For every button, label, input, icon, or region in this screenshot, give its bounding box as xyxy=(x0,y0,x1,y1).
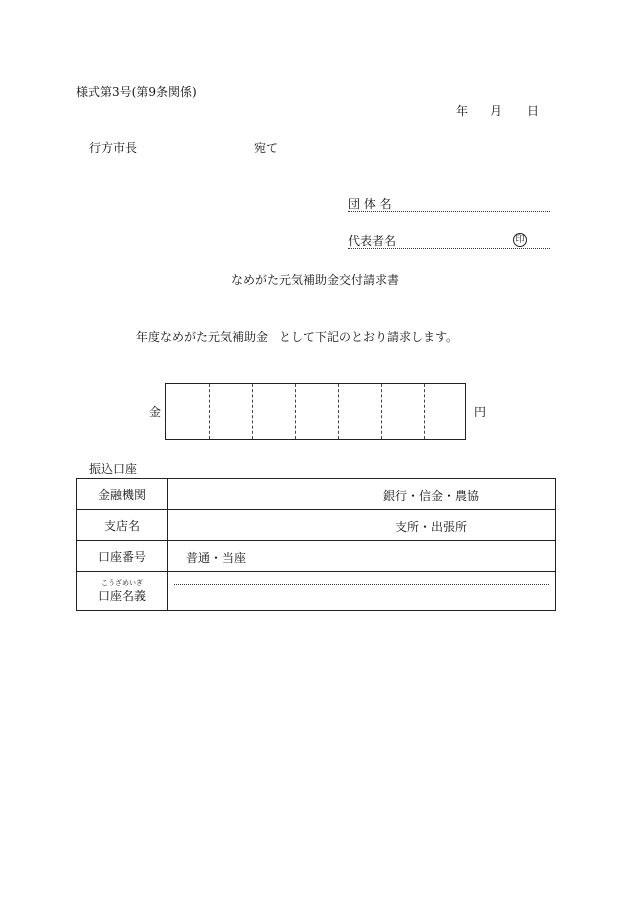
branch-label: 支店名 xyxy=(103,518,140,533)
representative-field[interactable] xyxy=(348,248,550,249)
bank-label-cell xyxy=(77,479,168,510)
bank-value-cell[interactable] xyxy=(168,479,556,510)
table-row xyxy=(77,510,556,541)
account-holder-label-cell xyxy=(77,572,168,611)
branch-label-cell xyxy=(77,510,168,541)
representative-label: 代表者名 xyxy=(348,234,397,248)
amount-cell-divider xyxy=(252,384,253,439)
account-number-value-cell[interactable] xyxy=(168,541,556,572)
group-name-label: 団 体 名 xyxy=(348,197,392,211)
date-year-label: 年 xyxy=(456,104,469,118)
document-title: なめがた元気補助金交付請求書 xyxy=(231,273,400,287)
group-name-field[interactable] xyxy=(348,211,550,212)
addressee-suffix: 宛て xyxy=(254,141,279,155)
bank-account-table xyxy=(76,478,556,611)
bank-type-options: 銀行・信金・農協 xyxy=(382,489,479,503)
amount-box[interactable] xyxy=(165,383,466,440)
amount-unit: 円 xyxy=(474,405,487,419)
date-day-label: 日 xyxy=(527,104,540,118)
account-holder-label: 口座名義 xyxy=(97,588,146,603)
body-text-prefix: 年度なめがた元気補助金 xyxy=(136,330,269,344)
amount-cell-divider xyxy=(381,384,382,439)
bank-label: 金融機関 xyxy=(97,487,146,502)
amount-prefix: 金 xyxy=(149,405,162,419)
branch-value-cell[interactable] xyxy=(168,510,556,541)
amount-cell-divider xyxy=(209,384,210,439)
body-text-suffix: として下記のとおり請求します。 xyxy=(279,330,459,344)
account-holder-ruby: こうざめいぎ xyxy=(101,578,143,587)
amount-cell-divider xyxy=(424,384,425,439)
form-number: 様式第3号(第9条関係) xyxy=(76,85,197,99)
addressee-mayor: 行方市長 xyxy=(89,141,138,155)
table-row xyxy=(77,479,556,510)
bank-section-label: 振込口座 xyxy=(89,462,138,476)
table-row xyxy=(77,541,556,572)
branch-type-options: 支所・出張所 xyxy=(394,520,467,534)
account-holder-value-cell[interactable] xyxy=(168,572,556,611)
account-type-options: 普通・当座 xyxy=(186,551,247,565)
amount-cell-divider xyxy=(295,384,296,439)
amount-cell-divider xyxy=(338,384,339,439)
account-number-label: 口座番号 xyxy=(97,549,146,564)
date-month-label: 月 xyxy=(490,104,503,118)
account-holder-ruby-line xyxy=(174,584,549,585)
seal-mark: 印 xyxy=(513,233,527,247)
table-row xyxy=(77,572,556,611)
account-number-label-cell xyxy=(77,541,168,572)
